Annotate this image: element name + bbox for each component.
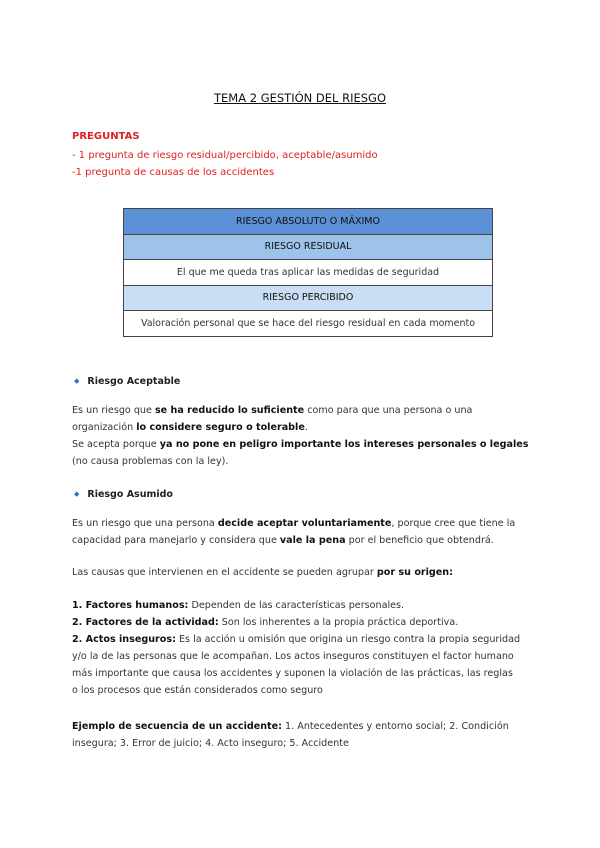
text: . — [304, 422, 308, 433]
text: como para que una persona o una — [304, 405, 473, 416]
factor-label: 2. Actos inseguros: — [72, 634, 176, 645]
factor-label: 2. Factores de la actividad: — [72, 617, 219, 628]
text-bold: decide aceptar voluntariamente — [217, 518, 392, 529]
text: Se acepta porque — [72, 439, 160, 450]
text: insegura; 3. Error de juicio; 4. Acto inseguro; 5. Accidente — [72, 738, 349, 749]
pregunta-item-1: - 1 pregunta de riesgo residual/percibido, aceptable/asumido — [72, 150, 378, 161]
risk-percibido-desc: Valoración personal que se hace del riesgo residual en cada momento — [124, 311, 493, 337]
text: y/o la de las personas que le acompañan. Los actos inseguros constituyen el factor humano — [72, 651, 514, 662]
risk-percibido-header: RIESGO PERCIBIDO — [124, 285, 493, 311]
ejemplo-paragraph — [72, 718, 532, 752]
asumido-heading — [74, 489, 173, 500]
risk-table — [123, 208, 493, 337]
pregunta-item-2: -1 pregunta de causas de los accidentes — [72, 167, 275, 178]
text: capacidad para manejarlo y considera que — [72, 535, 280, 546]
text: 1. Antecedentes y entorno social; 2. Condición — [282, 721, 509, 732]
aceptable-heading — [74, 376, 180, 387]
factor-label: 1. Factores humanos: — [72, 600, 189, 611]
risk-residual-header: RIESGO RESIDUAL — [124, 234, 493, 260]
text: , porque cree que tiene la — [391, 518, 516, 529]
text-bold: se ha reducido lo suficiente — [154, 405, 305, 416]
bullet-diamond-icon: ◆ — [74, 377, 80, 385]
text: más importante que causa los accidentes y suponen la violación de las prácticas, las reglas — [72, 668, 513, 679]
text: Es la acción u omisión que origina un riesgo contra la propia seguridad — [175, 634, 521, 645]
page-title: TEMA 2 GESTIÓN DEL RIESGO — [213, 91, 386, 105]
text-bold: por su origen: — [376, 567, 453, 578]
text: (no causa problemas con la ley). — [72, 456, 229, 467]
aceptable-heading-text: Riesgo Aceptable — [87, 376, 181, 387]
causas-intro — [72, 564, 532, 581]
asumido-paragraph — [72, 515, 532, 549]
bullet-diamond-icon: ◆ — [74, 490, 80, 498]
text-bold: ya no pone en peligro importante los intereses personales o legales — [159, 439, 529, 450]
risk-absoluto-header: RIESGO ABSOLUTO O MÁXIMO — [124, 209, 493, 235]
ejemplo-label: Ejemplo de secuencia de un accidente: — [72, 721, 282, 732]
text: Las causas que intervienen en el accidente se pueden agrupar — [72, 567, 377, 578]
risk-residual-desc: El que me queda tras aplicar las medidas de seguridad — [124, 260, 493, 286]
text: o los procesos que están considerados como seguro — [72, 685, 323, 696]
text: organización — [72, 422, 137, 433]
text: Es un riesgo que una persona — [72, 518, 218, 529]
causas-list — [72, 597, 532, 699]
text: Es un riesgo que — [72, 405, 155, 416]
asumido-heading-text: Riesgo Asumido — [87, 489, 173, 500]
aceptable-paragraph — [72, 402, 532, 470]
text: por el beneficio que obtendrá. — [345, 535, 494, 546]
preguntas-heading: PREGUNTAS — [72, 131, 140, 142]
text-bold: vale la pena — [279, 535, 346, 546]
text: Son los inherentes a la propia práctica deportiva. — [218, 617, 459, 628]
text: Dependen de las características personales. — [188, 600, 405, 611]
text-bold: lo considere seguro o tolerable — [136, 422, 305, 433]
